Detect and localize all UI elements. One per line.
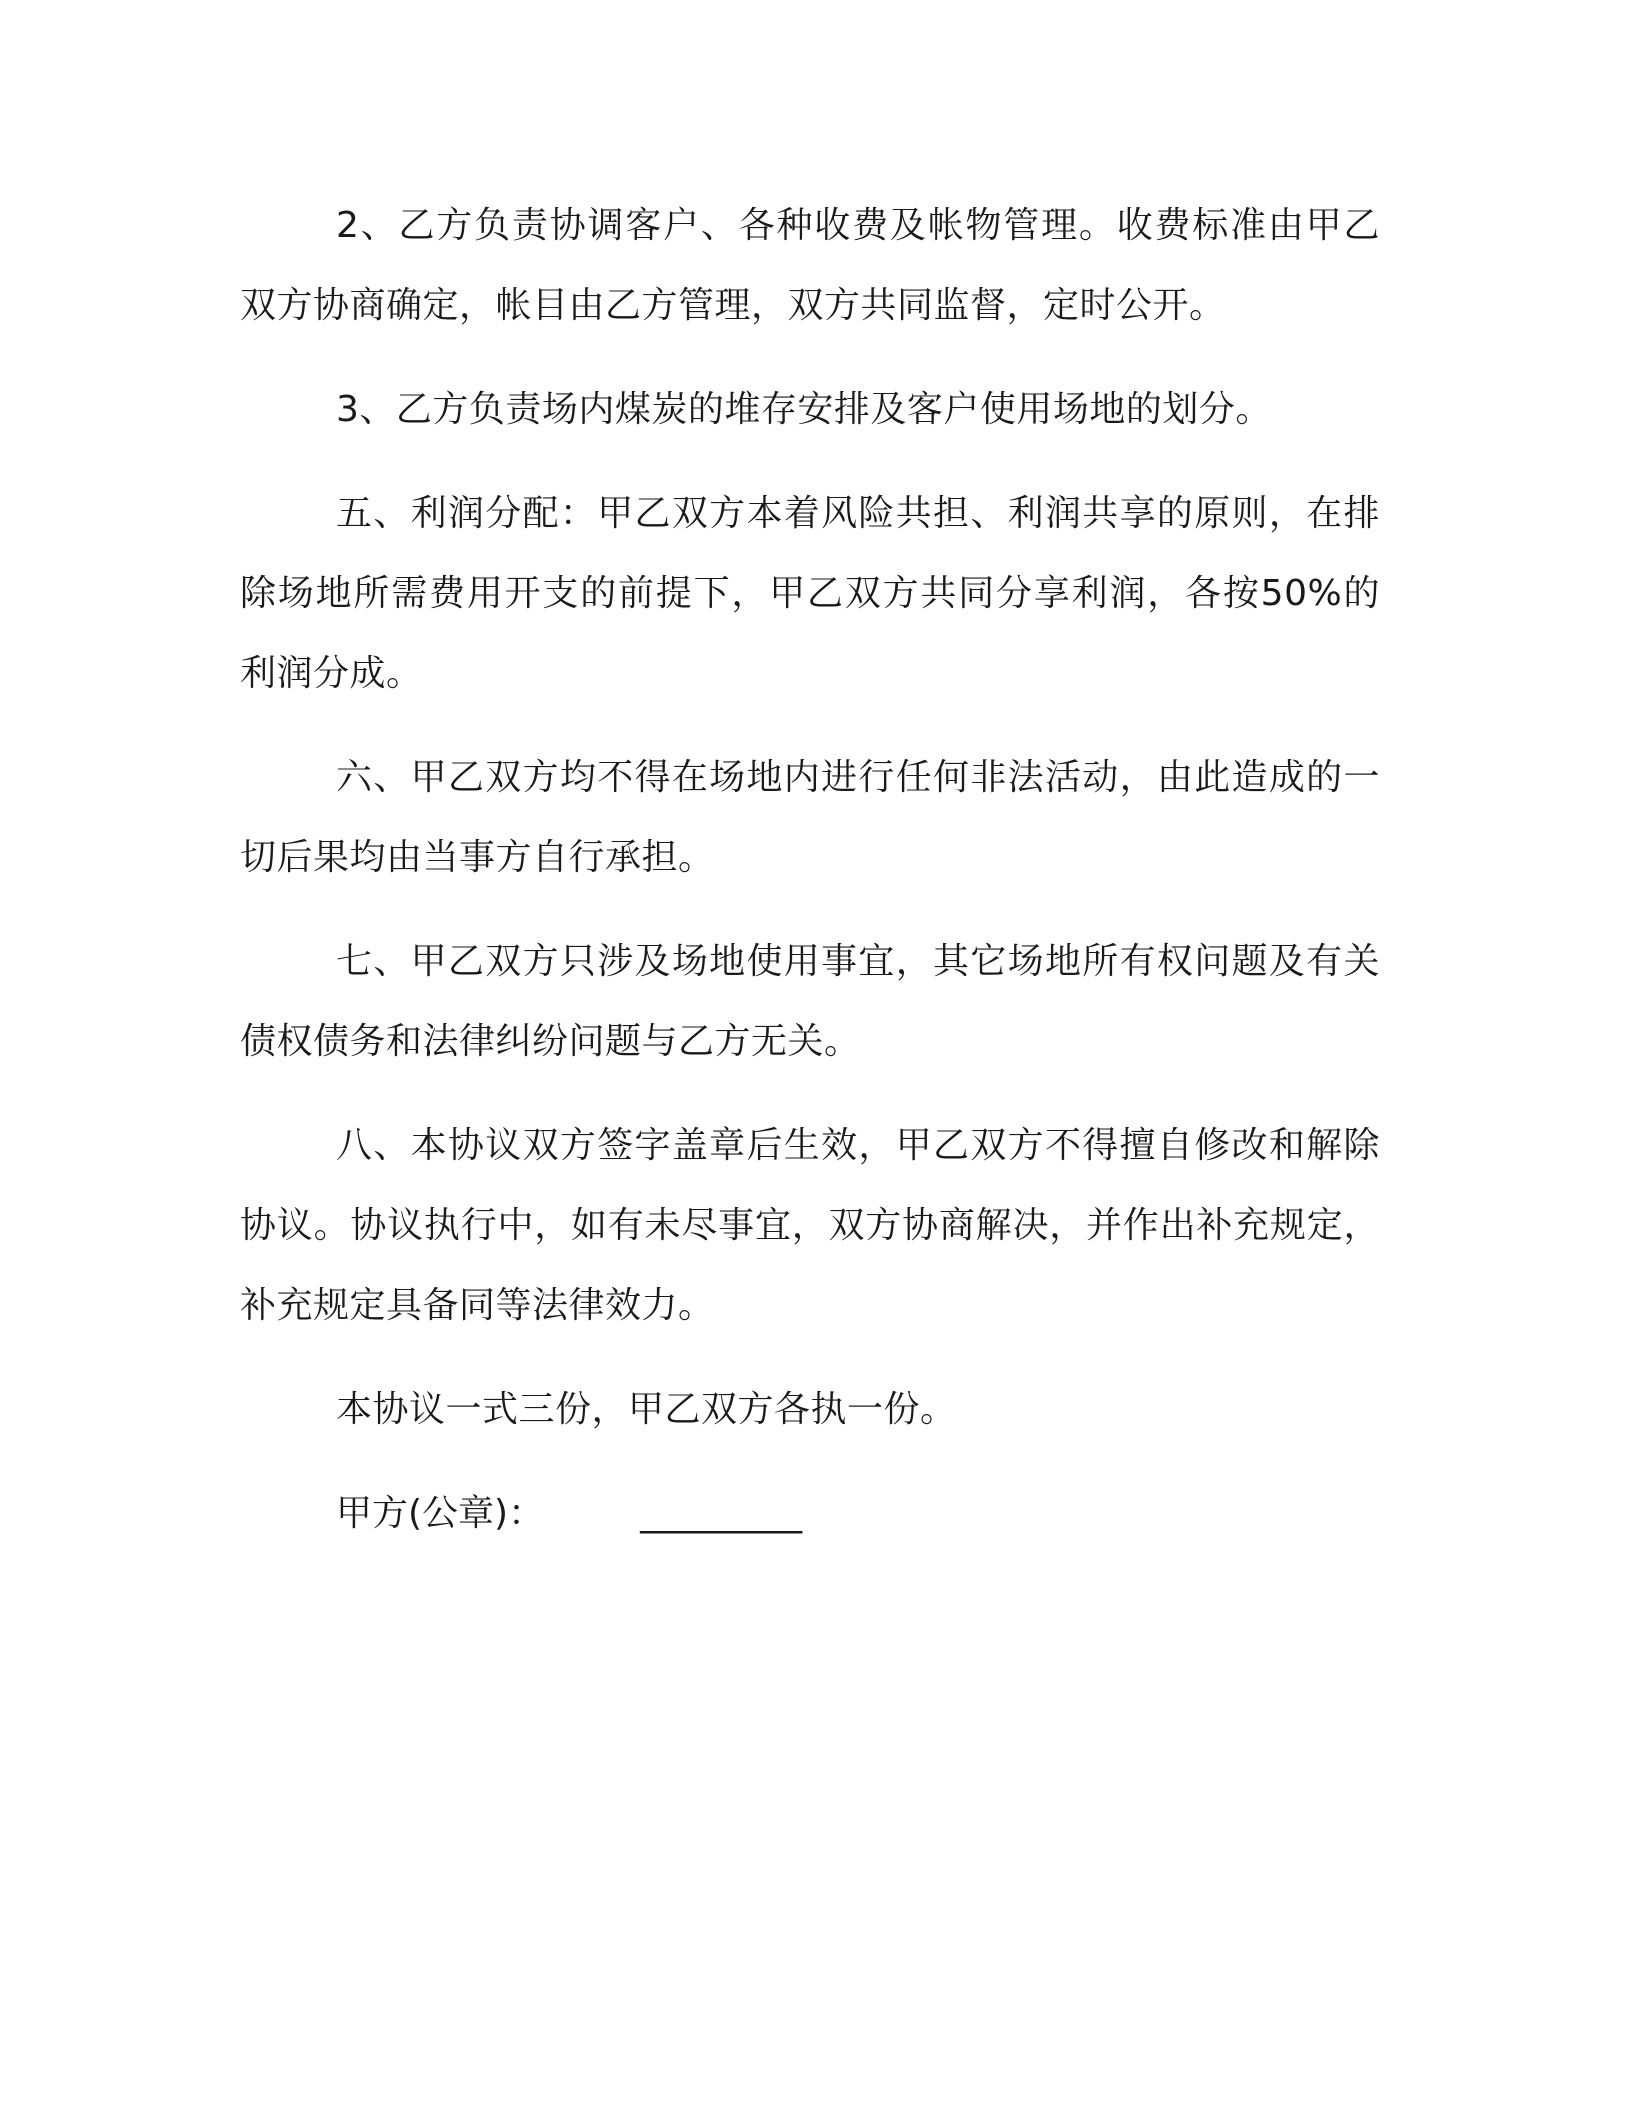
clause-8-paragraph: 八、本协议双方签字盖章后生效，甲乙双方不得擅自修改和解除协议。协议执行中，如有未尽事宜，双方协商解决，并作出补充规定，补充规定具备同等法律效力。 <box>240 1125 1380 1326</box>
clause-2-paragraph: 2、乙方负责协调客户、各种收费及帐物管理。收费标准由甲乙双方协商确定，帐目由乙方管理，双方共同监督，定时公开。 <box>240 205 1380 326</box>
clause-6-paragraph: 六、甲乙双方均不得在场地内进行任何非法活动，由此造成的一切后果均由当事方自行承担。 <box>240 757 1380 878</box>
profit-distribution-paragraph: 五、利润分配：甲乙双方本着风险共担、利润共享的原则，在排除场地所需费用开支的前提下，甲乙双方共同分享利润，各按50%的利润分成。 <box>240 493 1380 694</box>
party-a-seal-label: 甲方(公章)： <box>336 1493 545 1534</box>
clause-7-paragraph: 七、甲乙双方只涉及场地使用事宜，其它场地所有权问题及有关债权债务和法律纠纷问题与乙方无关。 <box>240 941 1380 1062</box>
document-body <box>240 186 1380 1554</box>
party-a-signature-line <box>240 1474 1380 1554</box>
copies-paragraph: 本协议一式三份，甲乙双方各执一份。 <box>336 1389 957 1430</box>
party-a-signature-blank: _________ <box>640 1493 803 1534</box>
clause-3-paragraph: 3、乙方负责场内煤炭的堆存安排及客户使用场地的划分。 <box>336 389 1272 430</box>
